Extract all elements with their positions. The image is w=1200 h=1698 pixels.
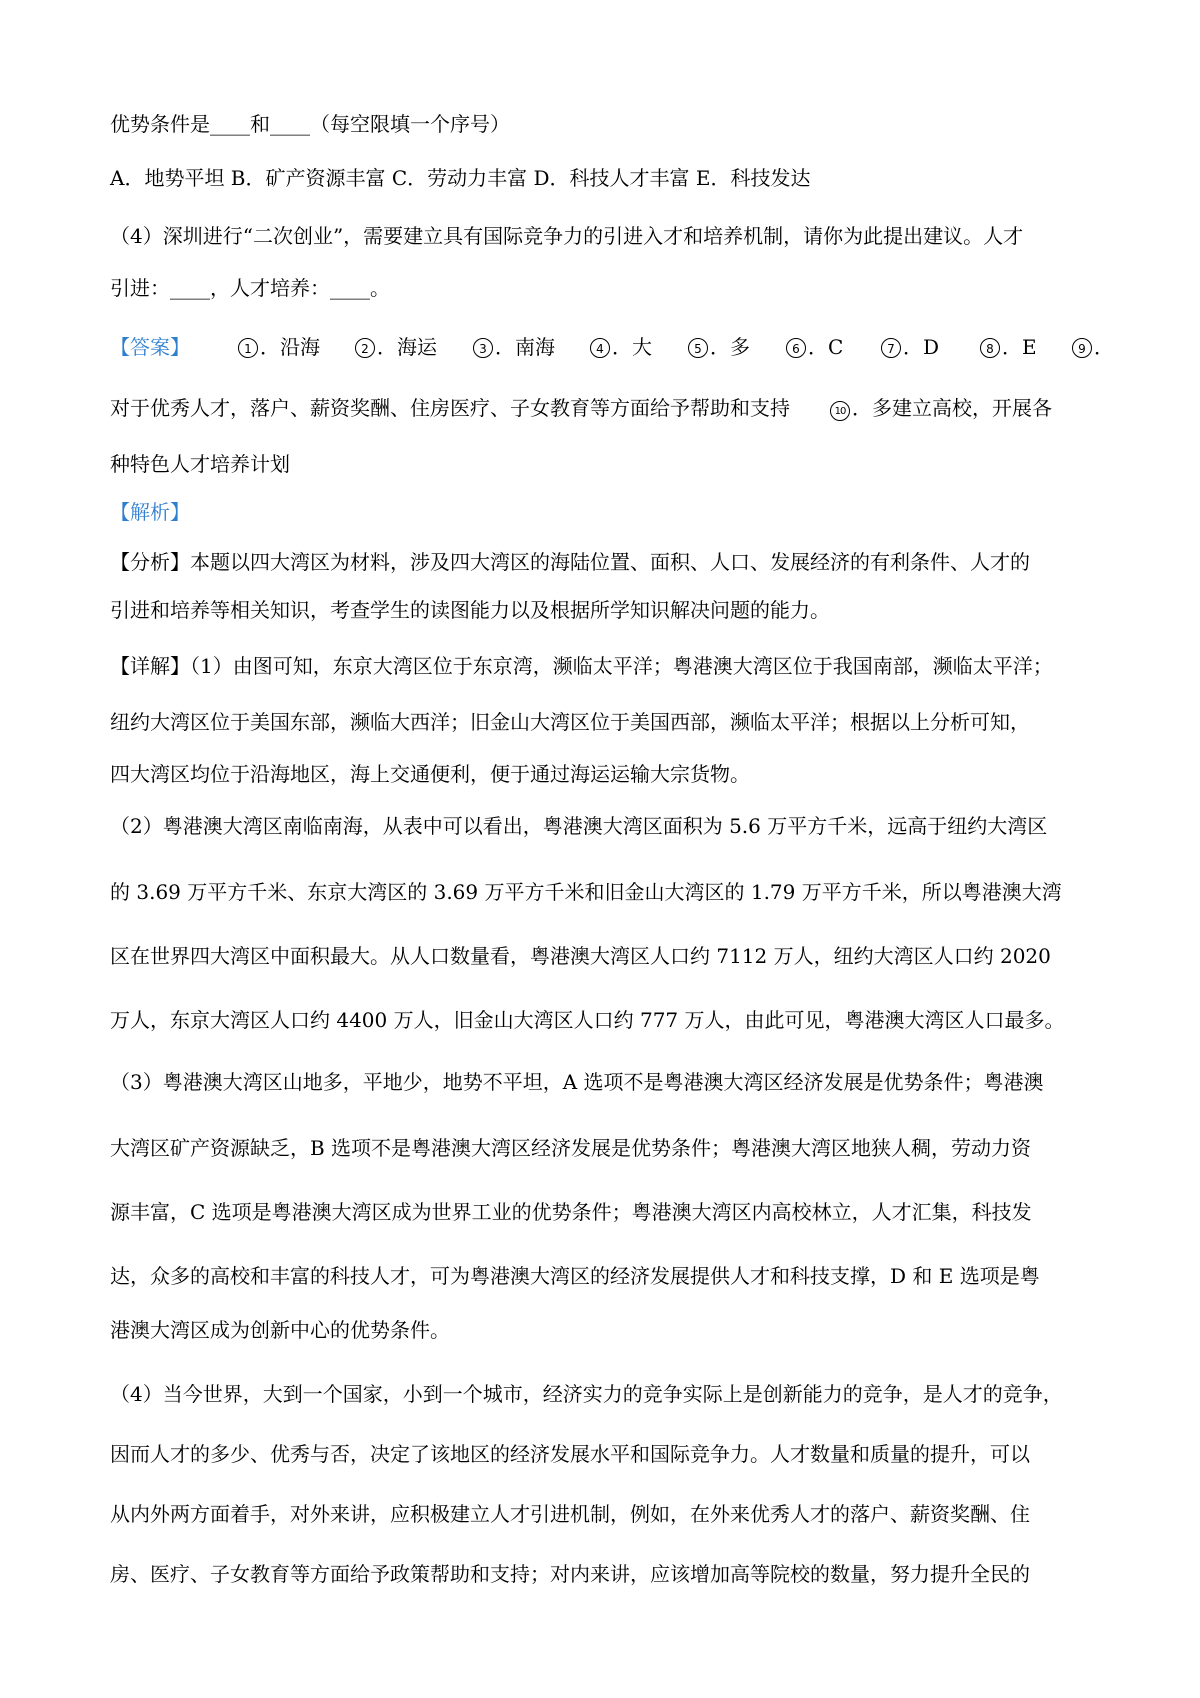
detail3-line: 大湾区矿产资源缺乏，B 选项不是粤港澳大湾区经济发展是优势条件；粤港澳大湾区地狭人稠，劳动力资 — [110, 1136, 1032, 1160]
circled-number: 2 — [355, 338, 375, 358]
detail3-line: 源丰富，C 选项是粤港澳大湾区成为世界工业的优势条件；粤港澳大湾区内高校林立，人才汇集，科技发 — [110, 1200, 1032, 1224]
circled-number: 9 — [1072, 338, 1092, 358]
answer-item-1: 1 ．沿海 — [238, 331, 320, 363]
circled-number: 3 — [473, 338, 493, 358]
answer-item-7: 7 ．D — [881, 331, 939, 363]
circled-number: 5 — [688, 338, 708, 358]
answer-label: 【答案】 — [110, 335, 190, 359]
analysis-label: 【解析】 — [110, 500, 190, 524]
answer-line3: 种特色人才培养计划 — [110, 452, 290, 476]
detail2-line: （2）粤港澳大湾区南临南海，从表中可以看出，粤港澳大湾区面积为 5.6 万平方千米，远高于纽约大湾区 — [110, 814, 1048, 838]
detail4-line: 房、医疗、子女教育等方面给予政策帮助和支持；对内来讲，应该增加高等院校的数量，努力提升全民的 — [110, 1562, 1030, 1586]
answer-item-9: 9 ． — [1072, 331, 1114, 363]
analysis-fenxi-line: 【分析】本题以四大湾区为材料，涉及四大湾区的海陆位置、面积、人口、发展经济的有利条件、人才的 — [110, 550, 1030, 574]
q3-line: 优势条件是____和____（每空限填一个序号） — [110, 112, 510, 136]
detail4-line: （4）当今世界，大到一个国家，小到一个城市，经济实力的竞争实际上是创新能力的竞争，是人才的竞争， — [110, 1382, 1063, 1406]
answer-item-4: 4 ．大 — [590, 331, 652, 363]
answer-line2: 对于优秀人才，落户、薪资奖酬、住房医疗、子女教育等方面给予帮助和支持 10 ．多建立高校，开展各 — [110, 396, 1052, 420]
detail3-line: （3）粤港澳大湾区山地多，平地少，地势不平坦，A 选项不是粤港澳大湾区经济发展是优势条件；粤港澳 — [110, 1070, 1044, 1094]
circled-number: 1 — [238, 338, 258, 358]
answer-item-2: 2 ．海运 — [355, 331, 437, 363]
q4-line1: （4）深圳进行“二次创业”，需要建立具有国际竞争力的引进入才和培养机制，请你为此提出建议。人才 — [110, 224, 1024, 248]
detail1-line: 四大湾区均位于沿海地区，海上交通便利，便于通过海运运输大宗货物。 — [110, 762, 750, 786]
detail1-line: 【详解】（1）由图可知，东京大湾区位于东京湾，濒临太平洋；粤港澳大湾区位于我国南部，濒临太平洋； — [110, 654, 1053, 678]
detail4-line: 从内外两方面着手，对外来讲，应积极建立人才引进机制，例如，在外来优秀人才的落户、薪资奖酬、住 — [110, 1502, 1030, 1526]
answer-item-5: 5 ．多 — [688, 331, 750, 363]
detail2-line: 区在世界四大湾区中面积最大。从人口数量看，粤港澳大湾区人口约 7112 万人，纽约大湾区人口约 2020 — [110, 944, 1051, 968]
answer-item-6: 6 ．C — [786, 331, 843, 363]
answer-row — [110, 331, 1114, 363]
circled-number: 10 — [830, 401, 850, 421]
detail3-line: 达，众多的高校和丰富的科技人才，可为粤港澳大湾区的经济发展提供人才和科技支撑，D 和 E 选项是粤 — [110, 1264, 1040, 1288]
circled-number: 6 — [786, 338, 806, 358]
detail2-line: 的 3.69 万平方千米、东京大湾区的 3.69 万平方千米和旧金山大湾区的 1.79 万平方千米，所以粤港澳大湾 — [110, 880, 1062, 904]
detail1-line: 纽约大湾区位于美国东部，濒临大西洋；旧金山大湾区位于美国西部，濒临太平洋；根据以上分析可知， — [110, 710, 1030, 734]
q4-line2: 引进：____，人才培养：____。 — [110, 276, 390, 300]
detail3-line: 港澳大湾区成为创新中心的优势条件。 — [110, 1318, 450, 1342]
detail2-line: 万人，东京大湾区人口约 4400 万人，旧金山大湾区人口约 777 万人，由此可见，粤港澳大湾区人口最多。 — [110, 1008, 1065, 1032]
circled-number: 7 — [881, 338, 901, 358]
answer-item-8: 8 ．E — [980, 331, 1037, 363]
circled-number: 4 — [590, 338, 610, 358]
circled-number: 8 — [980, 338, 1000, 358]
q3-options: A．地势平坦 B．矿产资源丰富 C．劳动力丰富 D．科技人才丰富 E．科技发达 — [110, 166, 811, 190]
analysis-fenxi-line: 引进和培养等相关知识，考查学生的读图能力以及根据所学知识解决问题的能力。 — [110, 598, 830, 622]
detail4-line: 因而人才的多少、优秀与否，决定了该地区的经济发展水平和国际竞争力。人才数量和质量的提升，可以 — [110, 1442, 1030, 1466]
answer-item-3: 3 ．南海 — [473, 331, 555, 363]
